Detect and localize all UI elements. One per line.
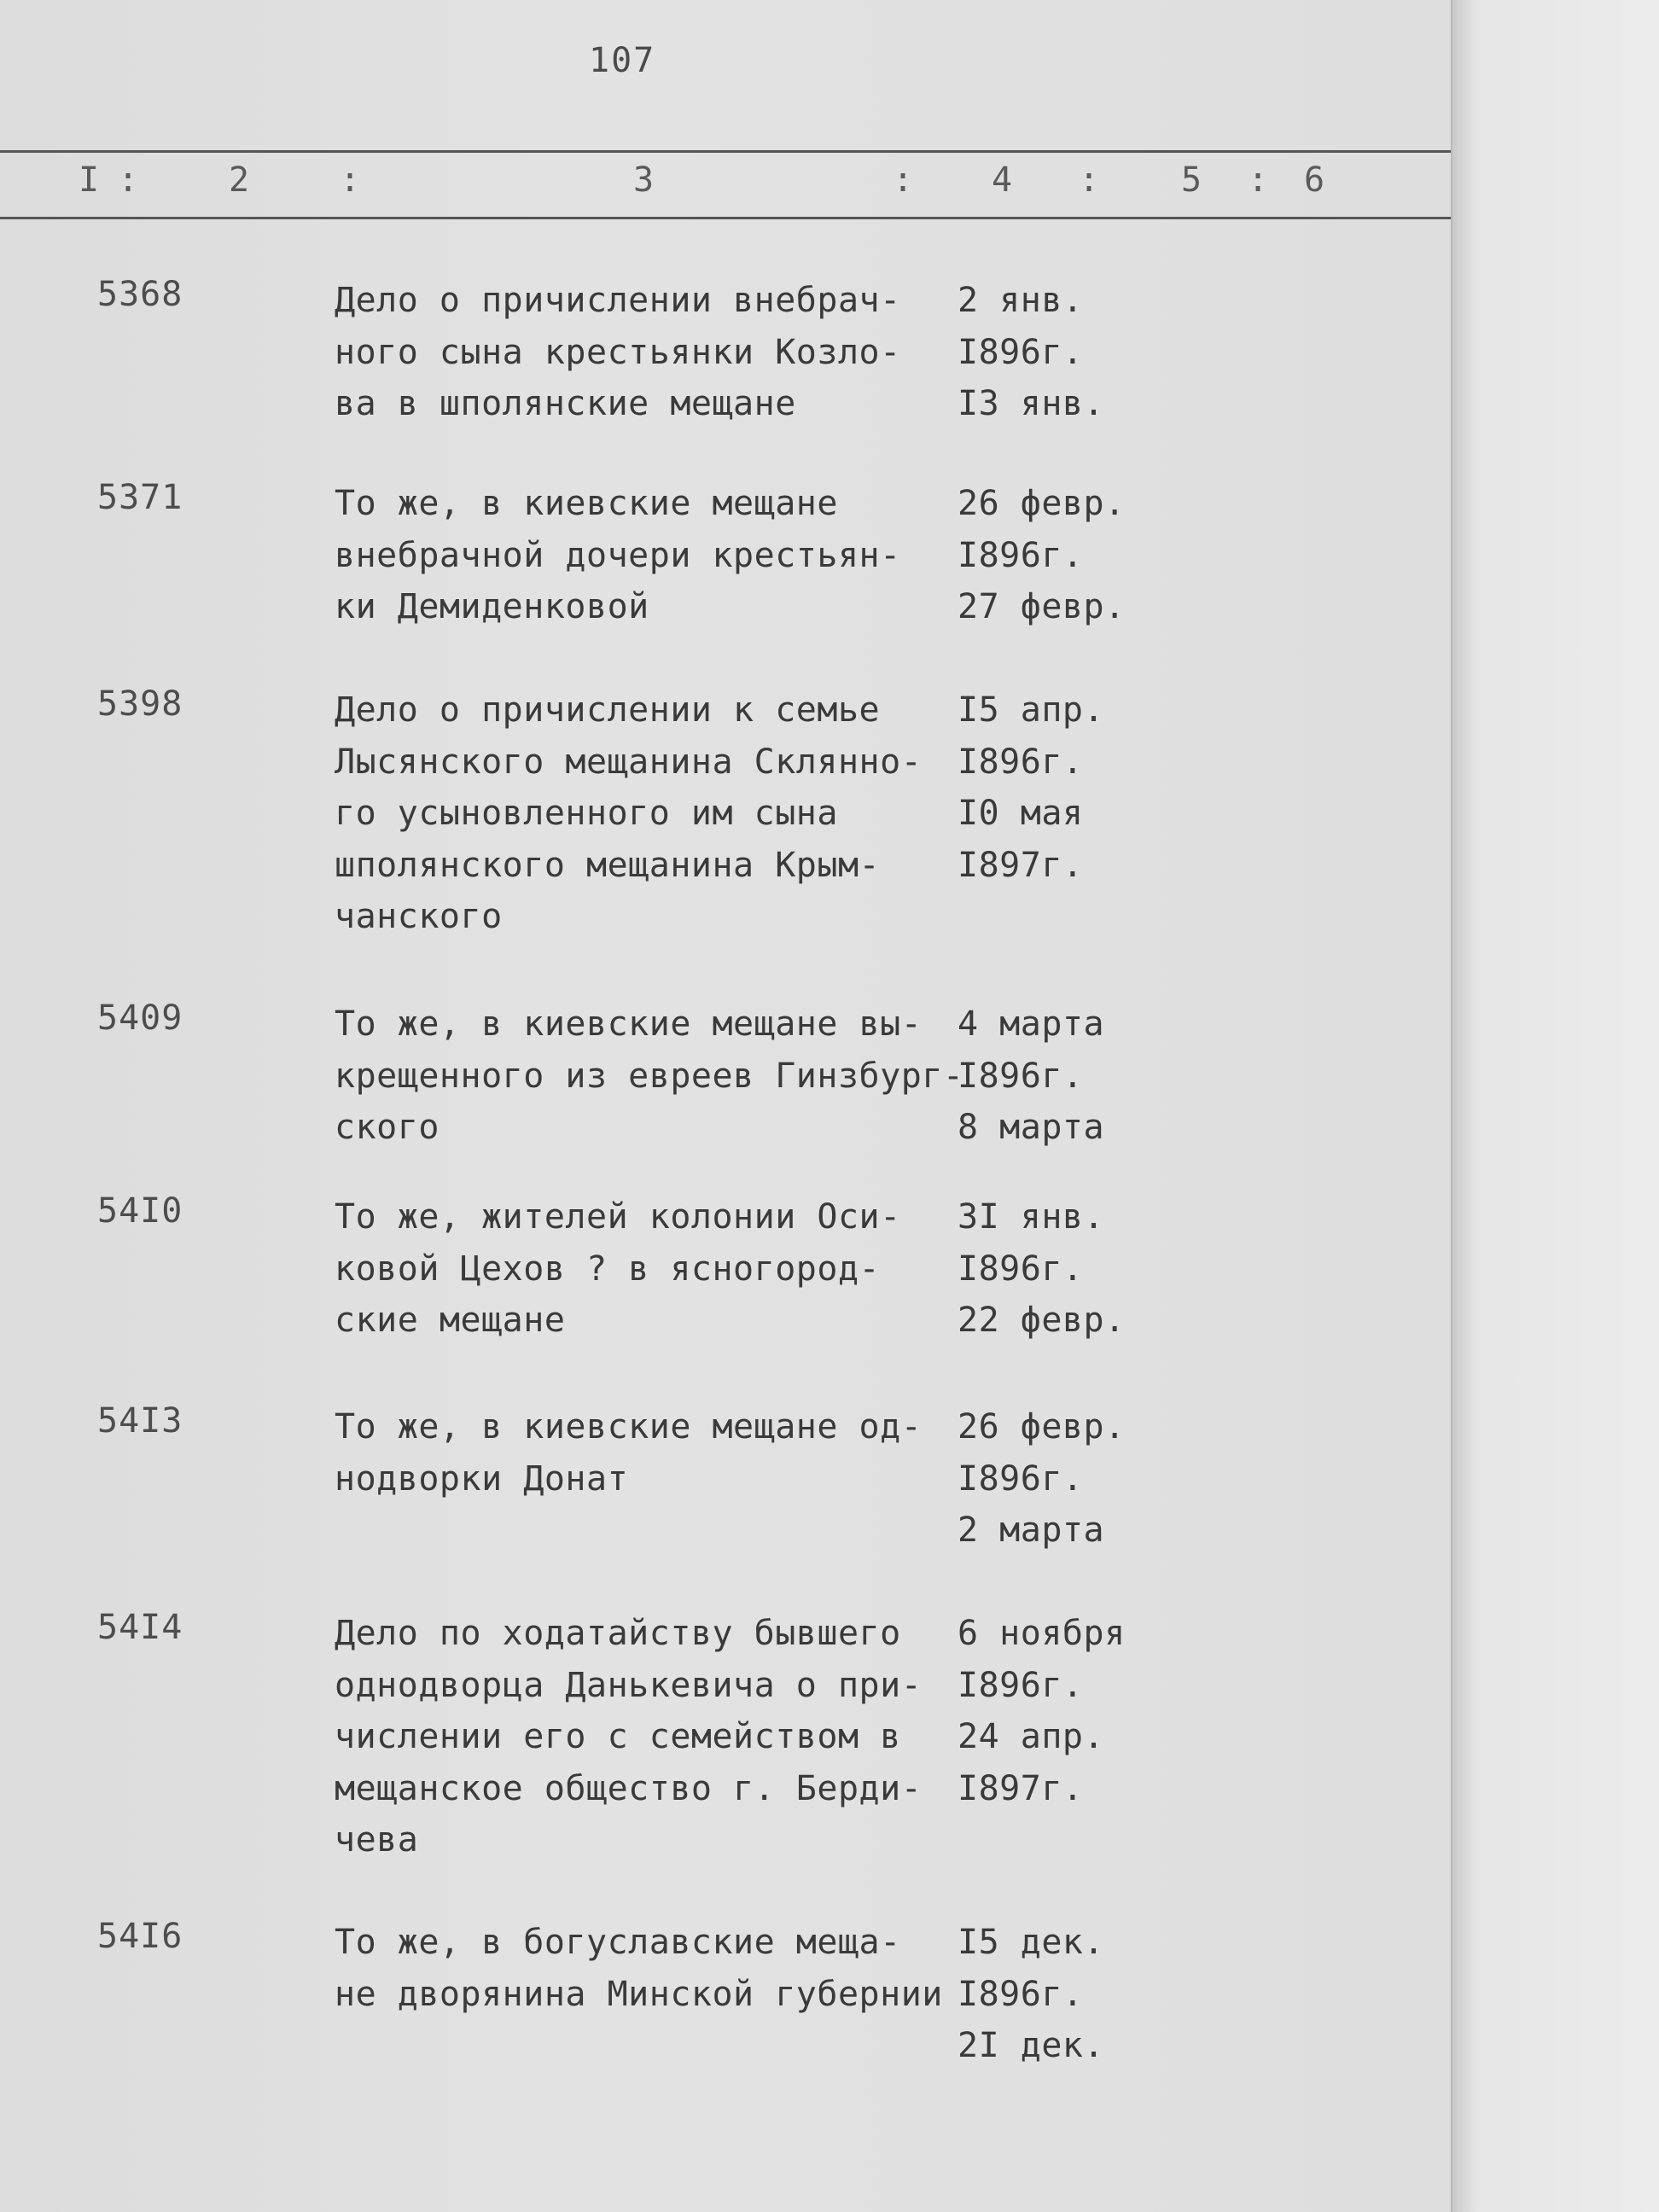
- description-line: го усыновленного им сына: [335, 794, 838, 833]
- date-line: I896г.: [958, 535, 1084, 575]
- record-number: 5398: [97, 684, 183, 724]
- date-line: 2I дек.: [958, 2026, 1105, 2065]
- date-line: I896г.: [958, 1665, 1084, 1705]
- underlying-sheet-edge: [1451, 0, 1659, 2212]
- description-line: Лысянского мещанина Склянно-: [335, 742, 923, 782]
- description-line: ковой Цехов ? в ясногород-: [335, 1249, 881, 1289]
- column-header-row: [0, 160, 1451, 205]
- record-number: 5371: [97, 478, 183, 517]
- description-line: не дворянина Минской губернии: [335, 1974, 943, 2014]
- record-description: [335, 1191, 966, 1347]
- record-number: 54I4: [97, 1608, 183, 1647]
- date-line: 3I янв.: [958, 1197, 1105, 1237]
- column-separator: :: [1079, 160, 1100, 200]
- date-line: 26 февр.: [958, 1407, 1126, 1447]
- date-line: I896г.: [958, 1458, 1084, 1499]
- record-number: 5368: [97, 275, 183, 314]
- description-line: ного сына крестьянки Козло-: [335, 332, 901, 372]
- date-line: 2 марта: [958, 1511, 1105, 1550]
- page-number: 107: [589, 41, 656, 80]
- description-line: чанского: [335, 897, 503, 936]
- description-line: числении его с семейством в: [335, 1717, 901, 1756]
- record-number: 54I0: [97, 1191, 183, 1231]
- description-line: мещанское общество г. Берди-: [335, 1768, 923, 1808]
- date-line: I896г.: [958, 1056, 1084, 1096]
- record-description: [335, 1608, 966, 1866]
- record-dates: [958, 275, 1214, 430]
- description-line: ского: [335, 1108, 439, 1147]
- column-separator: :: [118, 160, 139, 200]
- description-line: ва в шполянские мещане: [335, 384, 796, 423]
- date-line: I3 янв.: [958, 384, 1105, 423]
- description-line: внебрачной дочери крестьян-: [335, 535, 901, 575]
- record-dates: [958, 684, 1214, 891]
- column-header-2: 2: [229, 160, 250, 200]
- date-line: I5 апр.: [958, 690, 1105, 730]
- column-header-4: 4: [992, 160, 1013, 200]
- record-number: 5409: [97, 998, 183, 1038]
- date-line: 6 ноября: [958, 1614, 1126, 1653]
- date-line: I897г.: [958, 845, 1084, 885]
- date-line: I896г.: [958, 742, 1084, 782]
- description-line: То же, в киевские мещане вы-: [335, 1004, 923, 1044]
- description-line: крещенного из евреев Гинзбург-: [335, 1056, 964, 1096]
- record-number: 54I3: [97, 1401, 183, 1441]
- column-separator: :: [1248, 160, 1269, 200]
- description-line: То же, в киевские мещане од-: [335, 1407, 923, 1447]
- column-separator: :: [893, 160, 914, 200]
- date-line: I5 дек.: [958, 1923, 1105, 1962]
- date-line: I896г.: [958, 332, 1084, 372]
- date-line: 24 апр.: [958, 1717, 1105, 1756]
- record-dates: [958, 1608, 1214, 1814]
- header-rule-bottom: [0, 217, 1451, 219]
- description-line: однодворца Данькевича о при-: [335, 1665, 923, 1705]
- description-line: ские мещане: [335, 1301, 566, 1340]
- column-header-1: I: [79, 160, 100, 200]
- date-line: 8 марта: [958, 1108, 1105, 1147]
- record-dates: [958, 998, 1214, 1154]
- record-dates: [958, 1401, 1214, 1557]
- record-description: [335, 275, 966, 430]
- record-description: [335, 998, 966, 1154]
- column-header-5: 5: [1181, 160, 1202, 200]
- date-line: I0 мая: [958, 794, 1084, 833]
- date-line: 27 февр.: [958, 587, 1126, 626]
- header-rule-top: [0, 150, 1451, 153]
- date-line: I896г.: [958, 1249, 1084, 1289]
- description-line: Дело о причислении к семье: [335, 690, 881, 730]
- description-line: чева: [335, 1820, 419, 1860]
- description-line: шполянского мещанина Крым-: [335, 845, 881, 885]
- column-header-3: 3: [633, 160, 655, 200]
- description-line: Дело о причислении внебрач-: [335, 281, 901, 320]
- record-description: [335, 478, 966, 633]
- description-line: нодворки Донат: [335, 1458, 629, 1499]
- description-line: То же, в киевские мещане: [335, 484, 838, 523]
- record-description: [335, 1917, 966, 2020]
- description-line: То же, в богуславские меща-: [335, 1923, 901, 1962]
- date-line: 26 февр.: [958, 484, 1126, 523]
- date-line: I897г.: [958, 1768, 1084, 1808]
- record-dates: [958, 1917, 1214, 2072]
- date-line: 4 марта: [958, 1004, 1105, 1044]
- date-line: I896г.: [958, 1974, 1084, 2014]
- record-dates: [958, 1191, 1214, 1347]
- record-number: 54I6: [97, 1917, 183, 1956]
- column-separator: :: [340, 160, 361, 200]
- date-line: 22 февр.: [958, 1301, 1126, 1340]
- description-line: То же, жителей колонии Оси-: [335, 1197, 901, 1237]
- date-line: 2 янв.: [958, 281, 1084, 320]
- record-dates: [958, 478, 1214, 633]
- description-line: ки Демиденковой: [335, 587, 649, 626]
- record-description: [335, 684, 966, 943]
- record-description: [335, 1401, 966, 1505]
- column-header-6: 6: [1304, 160, 1325, 200]
- description-line: Дело по ходатайству бывшего: [335, 1614, 901, 1653]
